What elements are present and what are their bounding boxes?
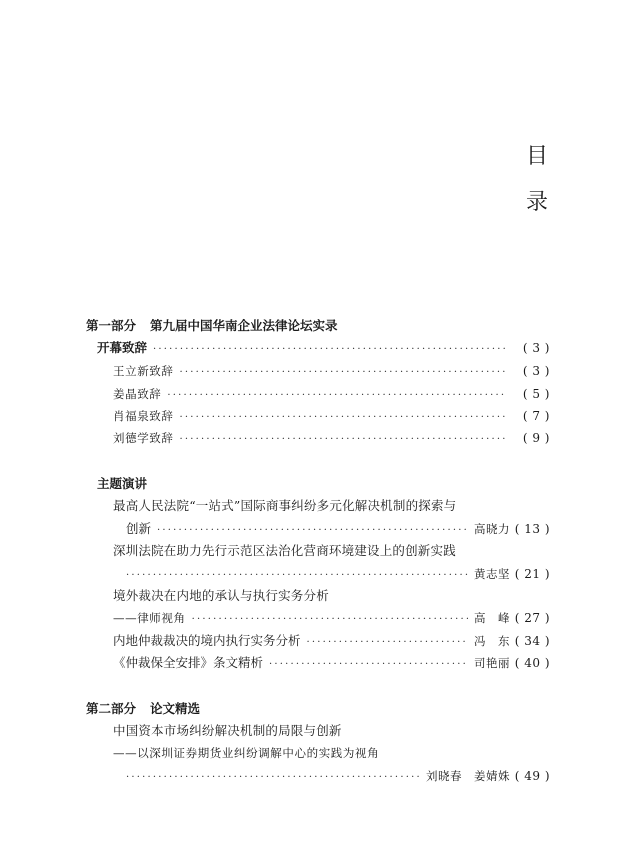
toc-entry[interactable] (126, 768, 550, 784)
entry-author: 司艳丽 (474, 656, 510, 670)
toc-entry[interactable] (113, 363, 550, 379)
entry-title: 肖福泉致辞 (113, 409, 174, 423)
page-number: ( 5 ) (522, 387, 550, 401)
page-number: ( 13 ) (514, 522, 550, 536)
toc-entry[interactable] (113, 408, 550, 424)
toc-title-char-1: 目 (526, 144, 549, 169)
leader-dots (307, 635, 468, 651)
part2-heading (86, 701, 200, 717)
toc-entry[interactable] (113, 655, 550, 671)
page-number: ( 27 ) (514, 611, 550, 625)
page-number: ( 34 ) (514, 634, 550, 648)
leader-dots (180, 432, 507, 448)
toc-title-char-2: 录 (526, 190, 549, 215)
part2-title: 论文精选 (150, 701, 201, 716)
entry-author: 黄志坚 (474, 567, 510, 581)
leader-dots (180, 410, 507, 426)
toc-entry[interactable] (113, 430, 550, 446)
leader-dots (167, 388, 506, 404)
entry-title: 《仲裁保全安排》条文精析 (113, 655, 264, 670)
keynote-heading: 主题演讲 (97, 476, 148, 491)
part1-label: 第一部分 (86, 318, 137, 333)
entry-title-line2: 创新 (126, 521, 152, 536)
toc-entry-opening[interactable] (97, 340, 550, 356)
toc-entry[interactable] (126, 521, 550, 537)
leader-dots (269, 657, 468, 673)
entry-title-line1[interactable]: 中国资本市场纠纷解决机制的局限与创新 (113, 723, 342, 738)
toc-entry[interactable] (113, 610, 550, 626)
leader-dots (192, 612, 468, 628)
page-number: ( 40 ) (514, 656, 550, 670)
entry-title-line1[interactable]: 最高人民法院“一站式”国际商事纠纷多元化解决机制的探索与 (113, 498, 457, 513)
entry-author: 高 峰 (474, 611, 510, 625)
entry-author: 高晓力 (474, 522, 510, 536)
toc-entry[interactable] (126, 566, 550, 582)
leader-dots (180, 365, 507, 381)
leader-dots (157, 523, 468, 539)
page-number: ( 3 ) (522, 364, 550, 378)
leader-dots (126, 770, 420, 786)
entry-author: 刘晓春 姜婧姝 (426, 769, 510, 783)
entry-title: 刘德学致辞 (113, 431, 174, 445)
toc-entry[interactable] (113, 386, 550, 402)
entry-title-line1[interactable]: 深圳法院在助力先行示范区法治化营商环境建设上的创新实践 (113, 543, 456, 558)
entry-title: 姜晶致辞 (113, 387, 162, 401)
part1-heading (86, 318, 338, 334)
page-number: ( 49 ) (514, 769, 550, 783)
part1-title: 第九届中国华南企业法律论坛实录 (150, 318, 338, 333)
entry-title: 内地仲裁裁决的境内执行实务分析 (113, 633, 301, 648)
toc-entry[interactable] (113, 633, 550, 649)
entry-title: 王立新致辞 (113, 364, 174, 378)
page-number: ( 7 ) (522, 409, 550, 423)
entry-title-line2: ——律师视角 (113, 611, 186, 625)
entry-title-line1[interactable]: 境外裁决在内地的承认与执行实务分析 (113, 588, 329, 603)
page-number: ( 9 ) (522, 431, 550, 445)
leader-dots (126, 568, 468, 584)
page-number: ( 21 ) (514, 567, 550, 581)
page-number: ( 3 ) (522, 341, 550, 355)
opening-heading: 开幕致辞 (97, 340, 148, 355)
part2-label: 第二部分 (86, 701, 137, 716)
leader-dots (153, 342, 506, 358)
entry-title-line2[interactable]: ——以深圳证券期货业纠纷调解中心的实践为视角 (113, 746, 380, 760)
entry-author: 冯 东 (474, 634, 510, 648)
